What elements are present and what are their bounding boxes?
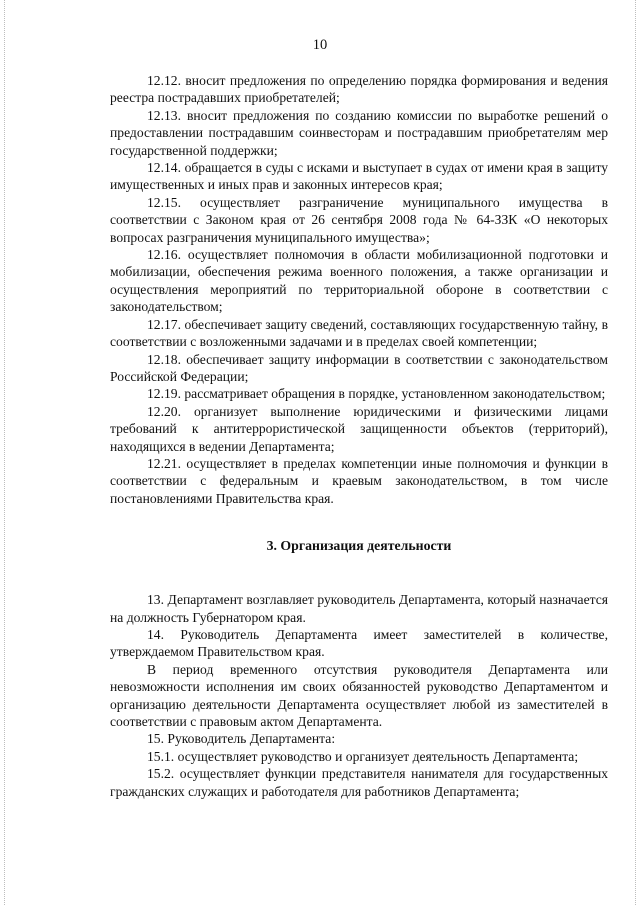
paragraph-14: 14. Руководитель Департамента имеет заместителей в количестве, утверждаемом Правительством края. [110, 626, 608, 660]
document-body [110, 72, 608, 800]
paragraph-15: 15. Руководитель Департамента: [147, 731, 336, 747]
paragraph-12-20: 12.20. организует выполнение юридическими и физическими лицами требований к антитеррористической защищенности объектов (территорий), находящихся в ведении Департамента; [110, 403, 608, 454]
paragraph-12-21: 12.21. осуществляет в пределах компетенции иные полномочия и функции в соответствии с федеральным и краевым законодательством, в том числе постановлениями Правительства края. [110, 455, 608, 506]
paragraph-15-1: 15.1. осуществляет руководство и организует деятельность Департамента; [147, 748, 579, 764]
paragraph-15-2: 15.2. осуществляет функции представителя нанимателя для государственных гражданских служащих и работодателя для работников Департамента; [110, 766, 608, 799]
paragraph-12-15: 12.15. осуществляет разграничение муниципального имущества в соответствии с Законом края от 26 сентября 2008 года № 64-ЗЗК «О некоторых вопросах разграничения муниципального имущества»; [110, 194, 608, 245]
paragraph-13: 13. Департамент возглавляет руководитель Департамента, который назначается на должность Губернатором края. [110, 592, 608, 625]
paragraph-12-12: 12.12. вносит предложения по определению порядка формирования и ведения реестра пострадавших приобретателей; [110, 73, 608, 106]
paragraph-12-14: 12.14. обращается в суды с исками и выступает в судах от имени края в защиту имущественных и иных прав и законных интересов края; [110, 160, 608, 193]
page-edge-right [635, 0, 636, 905]
paragraph-14-absence: В период временного отсутствия руководителя Департамента или невозможности исполнения им своих обязанностей руководство Департаментом и организацию деятельности Департамента осуществляет любой из заместителей в соответствии с правовым актом Департамента. [110, 661, 608, 729]
paragraph-12-17: 12.17. обеспечивает защиту сведений, составляющих государственную тайну, в соответствии с возложенными задачами и в пределах своей компетенции; [110, 316, 608, 350]
section-heading: 3. Организация деятельности [266, 538, 452, 554]
page-edge-left [4, 0, 5, 905]
page-number: 10 [312, 37, 328, 53]
paragraph-12-13: 12.13. вносит предложения по созданию комиссии по выработке решений о предоставлении пострадавшим соинвесторам и пострадавшим приобретателям мер государственной поддержки; [110, 107, 608, 158]
paragraph-12-19: 12.19. рассматривает обращения в порядке, установленном законодательством; [147, 386, 606, 402]
paragraph-12-18: 12.18. обеспечивает защиту информации в соответствии с законодательством Российской Федерации; [110, 351, 608, 384]
paragraph-12-16: 12.16. осуществляет полномочия в области мобилизационной подготовки и мобилизации, обеспечения режима военного положения, а также организации и осуществления мероприятий по территориальной обороне в соответствии с законодательством; [110, 247, 608, 315]
